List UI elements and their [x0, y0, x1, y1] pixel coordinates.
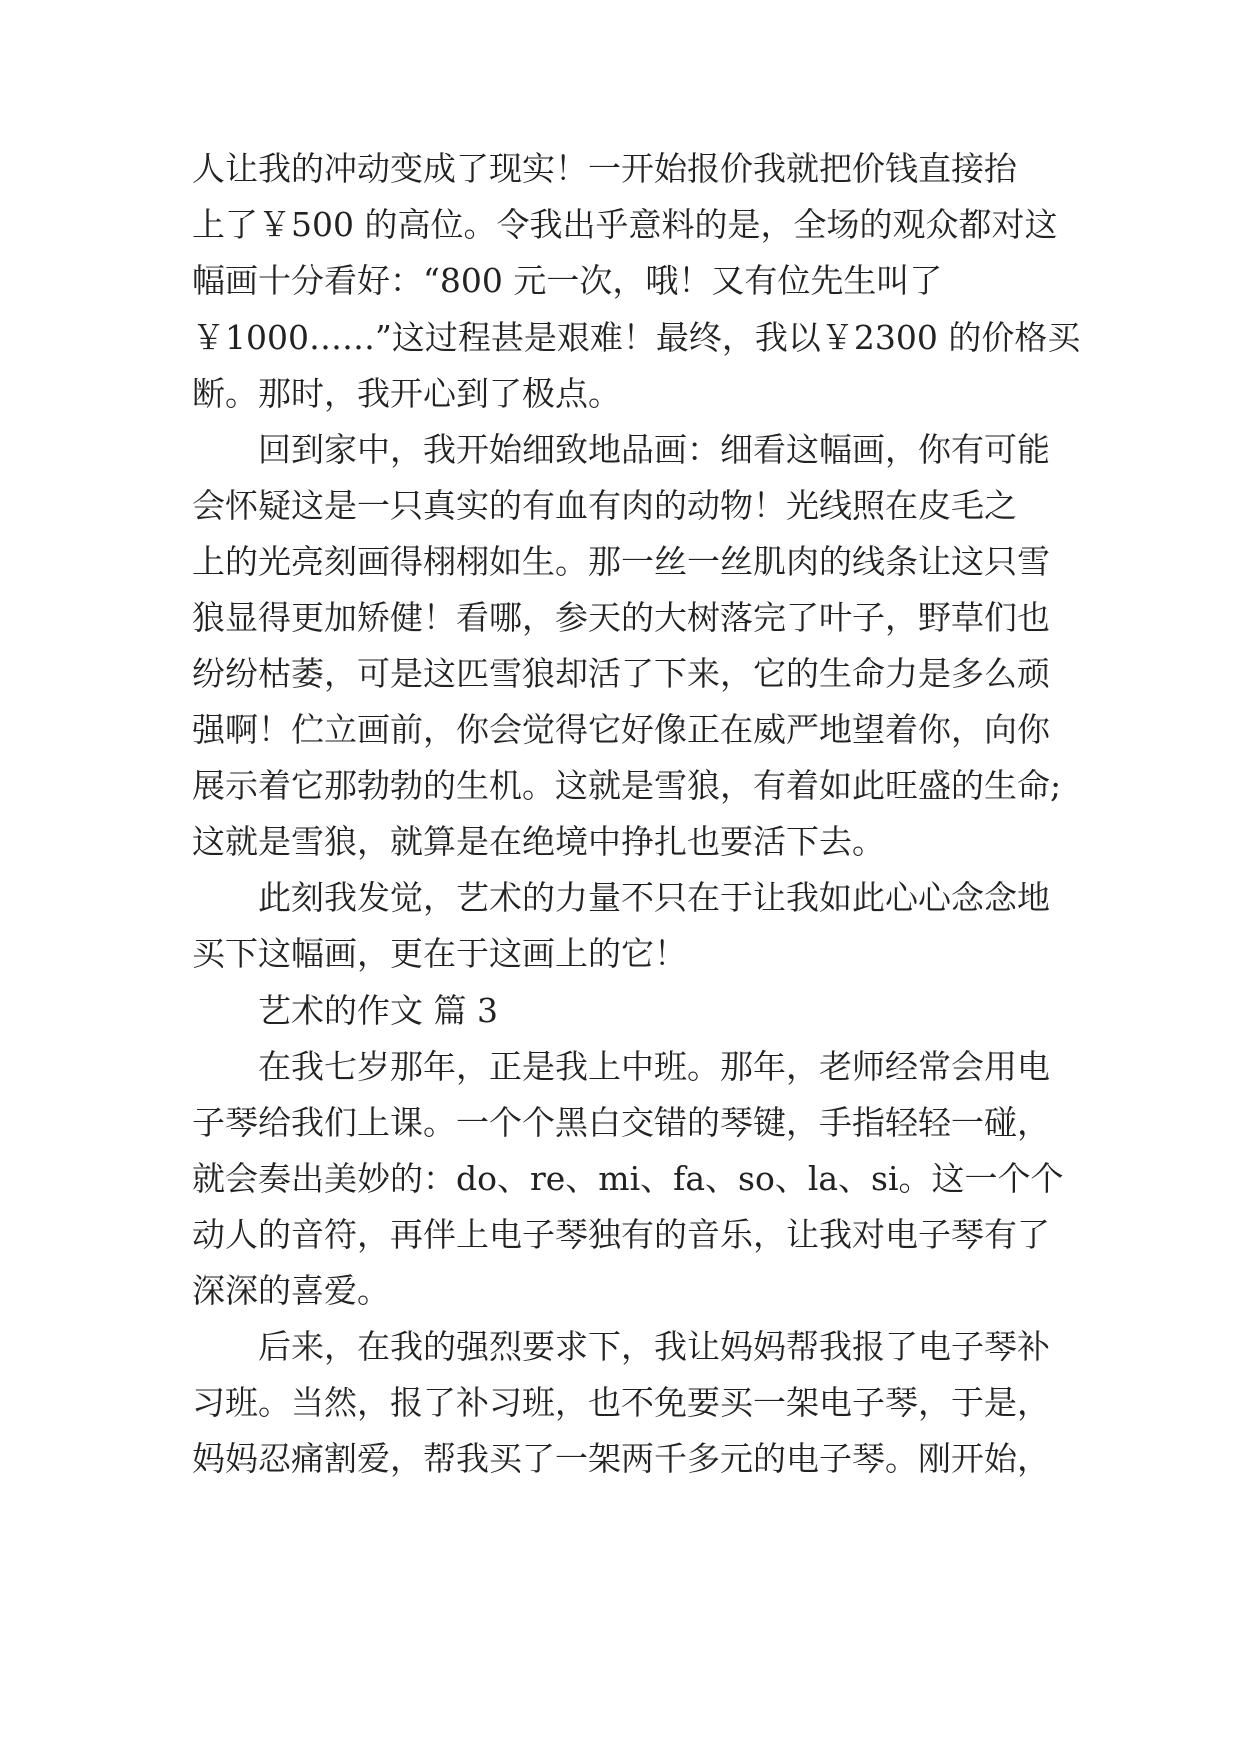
- paragraph-first-line: 后来，在我的强烈要求下，我让妈妈帮我报了电子琴补: [258, 1327, 1050, 1366]
- text-line: 这就是雪狼，就算是在绝境中挣扎也要活下去。: [192, 822, 885, 861]
- text-line: 妈妈忍痛割爱，帮我买了一架两千多元的电子琴。刚开始，: [192, 1439, 1050, 1478]
- text-line: 幅画十分看好：“800 元一次，哦！又有位先生叫了: [192, 261, 943, 300]
- text-line: 深深的喜爱。: [192, 1271, 390, 1310]
- text-line: 会怀疑这是一只真实的有血有肉的动物！光线照在皮毛之: [192, 486, 1017, 525]
- text-line: 强啊！伫立画前，你会觉得它好像正在威严地望着你，向你: [192, 710, 1050, 749]
- text-line: 纷纷枯萎，可是这匹雪狼却活了下来，它的生命力是多么顽: [192, 654, 1050, 693]
- text-line: 子琴给我们上课。一个个黑白交错的琴键，手指轻轻一碰，: [192, 1103, 1050, 1142]
- paragraph-first-line: 回到家中，我开始细致地品画：细看这幅画，你有可能: [258, 430, 1050, 469]
- paragraph-first-line: 在我七岁那年，正是我上中班。那年，老师经常会用电: [258, 1047, 1050, 1086]
- text-line: 上了￥500 的高位。令我出乎意料的是，全场的观众都对这: [192, 205, 1058, 244]
- text-line: 习班。当然，报了补习班，也不免要买一架电子琴，于是，: [192, 1383, 1050, 1422]
- paragraph-first-line: 此刻我发觉，艺术的力量不只在于让我如此心心念念地: [258, 878, 1050, 917]
- text-line: 断。那时，我开心到了极点。: [192, 374, 621, 413]
- text-line: 狼显得更加矫健！看哪，参天的大树落完了叶子，野草们也: [192, 598, 1050, 637]
- text-line: 人让我的冲动变成了现实！一开始报价我就把价钱直接抬: [192, 149, 1017, 188]
- text-line: ￥1000……”这过程甚是艰难！最终，我以￥2300 的价格买: [192, 318, 1081, 357]
- text-line: 买下这幅画，更在于这画上的它！: [192, 934, 687, 973]
- text-line: 动人的音符，再伴上电子琴独有的音乐，让我对电子琴有了: [192, 1215, 1050, 1254]
- section-heading: 艺术的作文 篇 3: [258, 991, 498, 1030]
- text-line: 就会奏出美妙的：do、re、mi、fa、so、la、si。这一个个: [192, 1159, 1064, 1198]
- text-line: 上的光亮刻画得栩栩如生。那一丝一丝肌肉的线条让这只雪: [192, 542, 1050, 581]
- text-line: 展示着它那勃勃的生机。这就是雪狼，有着如此旺盛的生命;: [192, 766, 1062, 805]
